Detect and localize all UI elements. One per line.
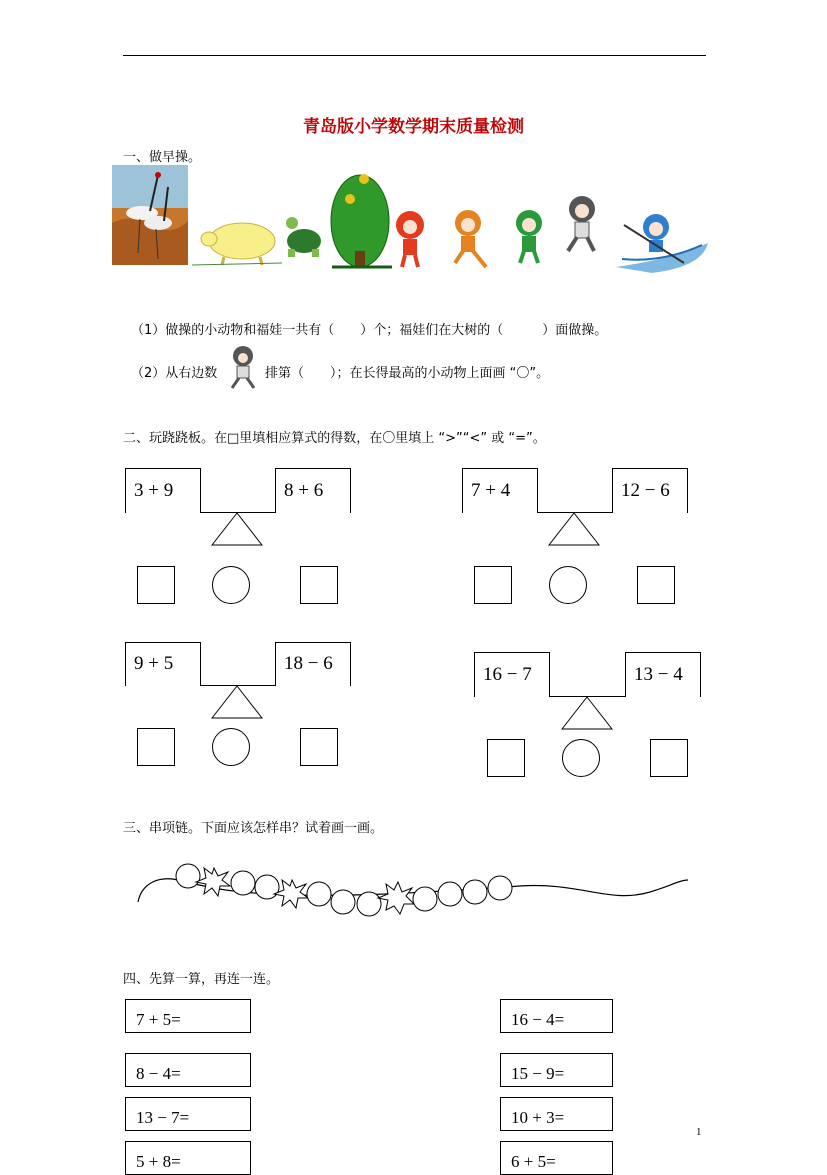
bead-circle xyxy=(331,890,355,914)
section3-heading: 三、串项链。下面应该怎样串？试着画一画。 xyxy=(123,821,384,836)
header-rule xyxy=(123,55,706,56)
section1-question-1: （1）做操的小动物和福娃一共有（ ）个；福娃们在大树的（ ）面做操。 xyxy=(131,323,608,338)
compare-circle[interactable] xyxy=(212,728,250,766)
tree-image xyxy=(331,174,392,267)
seesaw-4 xyxy=(474,652,701,782)
answer-square-left[interactable] xyxy=(487,739,525,777)
section4-heading: 四、先算一算，再连一连。 xyxy=(123,972,280,987)
seesaw-right-expression: 18 − 6 xyxy=(284,653,333,674)
pig-image xyxy=(192,223,282,265)
seesaw-left-expression: 3 + 9 xyxy=(134,479,174,501)
answer-square-left[interactable] xyxy=(474,566,512,604)
crane-image xyxy=(112,165,188,265)
seesaw-3 xyxy=(125,642,351,772)
match-left-1[interactable] xyxy=(125,999,251,1033)
match-expression: 13 − 7= xyxy=(136,1108,190,1127)
match-left-2[interactable] xyxy=(125,1053,251,1087)
section1-question-2-part1: （2）从右边数 xyxy=(131,366,218,381)
bead-circle xyxy=(488,876,512,900)
match-expression: 7 + 5= xyxy=(136,1010,181,1029)
answer-square-left[interactable] xyxy=(137,566,175,604)
section1-heading: 一、做早操。 xyxy=(123,150,202,165)
answer-square-right[interactable] xyxy=(650,739,688,777)
seesaw-right-expression: 13 − 4 xyxy=(634,663,683,685)
compare-circle[interactable] xyxy=(562,739,600,777)
compare-circle[interactable] xyxy=(212,566,250,604)
seesaw-right-expression: 8 + 6 xyxy=(284,479,324,501)
answer-square-left[interactable] xyxy=(137,728,175,766)
turtle-image xyxy=(286,217,321,257)
match-expression: 6 + 5= xyxy=(511,1152,556,1171)
bead-circle xyxy=(463,880,487,904)
fulcrum-triangle xyxy=(211,512,263,546)
fulcrum-triangle xyxy=(561,696,613,730)
section1-question-2-part2: 排第（ ）；在长得最高的小动物上面画 “〇”。 xyxy=(265,366,550,381)
match-expression: 15 − 9= xyxy=(511,1064,565,1083)
fuwa-black-icon xyxy=(226,344,260,390)
necklace-pattern xyxy=(130,852,695,922)
match-right-1[interactable] xyxy=(500,999,613,1033)
answer-square-right[interactable] xyxy=(637,566,675,604)
seesaw-2 xyxy=(462,468,688,605)
fuwa-blue-boat-image xyxy=(616,214,708,273)
match-expression: 16 − 4= xyxy=(511,1010,565,1029)
match-left-3[interactable] xyxy=(125,1097,251,1131)
fuwa-orange-image xyxy=(455,210,486,267)
exercise-illustration xyxy=(112,163,708,283)
seesaw-right-expression: 12 − 6 xyxy=(621,479,670,501)
fulcrum-triangle xyxy=(211,685,263,719)
bead-circle xyxy=(413,887,437,911)
bead-star xyxy=(196,868,230,896)
bead-circle xyxy=(438,882,462,906)
fuwa-black-image xyxy=(568,196,595,251)
compare-circle[interactable] xyxy=(549,566,587,604)
seesaw-left-expression: 7 + 4 xyxy=(471,479,511,501)
fulcrum-triangle xyxy=(548,512,600,546)
section2-heading: 二、玩跷跷板。在□里填相应算式的得数，在〇里填上 “>”“<” 或 “=”。 xyxy=(123,431,546,446)
page-number: 1 xyxy=(696,1126,702,1138)
bead-circle xyxy=(176,864,200,888)
seesaw-1 xyxy=(125,468,351,605)
match-right-3[interactable] xyxy=(500,1097,613,1131)
match-expression: 5 + 8= xyxy=(136,1152,181,1171)
bead-circle xyxy=(357,892,381,916)
bead-circle xyxy=(231,871,255,895)
bead-star xyxy=(378,882,414,914)
page-title: 青岛版小学数学期末质量检测 xyxy=(303,117,524,137)
answer-square-right[interactable] xyxy=(300,728,338,766)
match-expression: 8 − 4= xyxy=(136,1064,181,1083)
bead-circle xyxy=(307,882,331,906)
seesaw-left-expression: 9 + 5 xyxy=(134,653,174,674)
match-expression: 10 + 3= xyxy=(511,1108,565,1127)
seesaw-left-expression: 16 − 7 xyxy=(483,663,532,685)
match-right-2[interactable] xyxy=(500,1053,613,1087)
answer-square-right[interactable] xyxy=(300,566,338,604)
fuwa-red-image xyxy=(396,211,424,267)
fuwa-green-image xyxy=(516,210,542,263)
bead-circle xyxy=(255,875,279,899)
